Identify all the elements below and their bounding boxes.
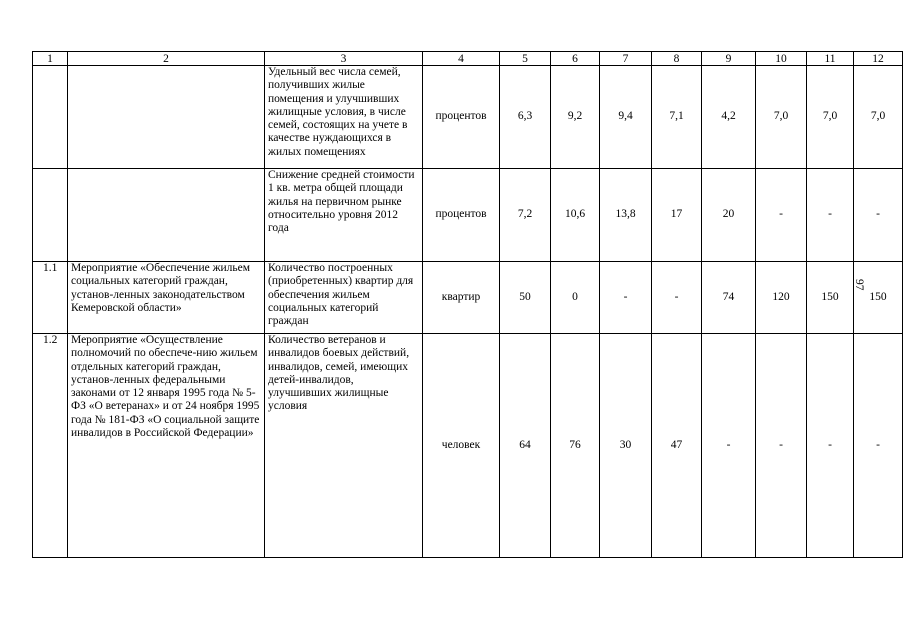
table-row [33, 66, 903, 169]
value-cell: - [756, 334, 807, 558]
column-number: 10 [756, 52, 807, 66]
table-row [33, 169, 903, 262]
value-cell: 74 [702, 262, 756, 334]
column-number: 6 [551, 52, 600, 66]
value-cell: 47 [652, 334, 702, 558]
event-cell [68, 169, 265, 262]
column-number: 9 [702, 52, 756, 66]
value-cell: 6,3 [500, 66, 551, 169]
row-number: 1.2 [33, 334, 68, 558]
event-cell: Мероприятие «Осуществление полномочий по обеспече-нию жильем отдельных категорий граждан, установ-ленных федеральными законами от 12 января 1995 года № 5-ФЗ «О ветеранах» и от 24 ноября 1995 года № 181-ФЗ «О социальной защите инвалидов в Российской Федерации» [68, 334, 265, 558]
column-number: 12 [854, 52, 903, 66]
value-cell: 120 [756, 262, 807, 334]
table-row [33, 334, 903, 558]
value-cell: - [807, 169, 854, 262]
row-number: 1.1 [33, 262, 68, 334]
event-cell [68, 66, 265, 169]
value-cell: - [756, 169, 807, 262]
value-cell: 9,4 [600, 66, 652, 169]
value-cell: 150 [807, 262, 854, 334]
column-number: 5 [500, 52, 551, 66]
value-cell: - [652, 262, 702, 334]
value-cell: 7,0 [807, 66, 854, 169]
event-cell: Мероприятие «Обеспечение жильем социальных категорий граждан, установ-ленных законодательством Кемеровской области» [68, 262, 265, 334]
indicator-cell: Количество построенных (приобретенных) квартир для обеспечения жильем социальных категорий граждан [265, 262, 423, 334]
value-cell: 0 [551, 262, 600, 334]
column-number-row [33, 52, 903, 66]
unit-cell: процентов [423, 169, 500, 262]
unit-cell: человек [423, 334, 500, 558]
table-row [33, 262, 903, 334]
value-cell: 7,0 [854, 66, 903, 169]
page-number: 97 [853, 279, 865, 291]
value-cell: 30 [600, 334, 652, 558]
column-number: 7 [600, 52, 652, 66]
column-number: 2 [68, 52, 265, 66]
column-number: 3 [265, 52, 423, 66]
value-cell: 4,2 [702, 66, 756, 169]
value-cell: 64 [500, 334, 551, 558]
value-cell: - [854, 334, 903, 558]
value-cell: 20 [702, 169, 756, 262]
row-number [33, 169, 68, 262]
indicator-cell: Удельный вес числа семей, получивших жилые помещения и улучшивших жилищные условия, в числе семей, состоящих на учете в качестве нуждающихся в жилых помещениях [265, 66, 423, 169]
value-cell: 76 [551, 334, 600, 558]
unit-cell: процентов [423, 66, 500, 169]
column-number: 1 [33, 52, 68, 66]
indicator-cell: Снижение средней стоимости 1 кв. метра общей площади жилья на первичном рынке относительно уровня 2012 года [265, 169, 423, 262]
value-cell: 50 [500, 262, 551, 334]
value-cell: 17 [652, 169, 702, 262]
value-cell: - [702, 334, 756, 558]
value-cell: 7,2 [500, 169, 551, 262]
indicators-table [32, 51, 903, 558]
value-cell: - [854, 169, 903, 262]
row-number [33, 66, 68, 169]
column-number: 11 [807, 52, 854, 66]
indicator-cell: Количество ветеранов и инвалидов боевых действий, инвалидов, семей, имеющих детей-инвалидов, улучшивших жилищные условия [265, 334, 423, 558]
value-cell: - [807, 334, 854, 558]
column-number: 4 [423, 52, 500, 66]
value-cell: 150 [854, 262, 903, 334]
unit-cell: квартир [423, 262, 500, 334]
value-cell: 13,8 [600, 169, 652, 262]
column-number: 8 [652, 52, 702, 66]
value-cell: 10,6 [551, 169, 600, 262]
value-cell: 7,1 [652, 66, 702, 169]
value-cell: 9,2 [551, 66, 600, 169]
value-cell: - [600, 262, 652, 334]
value-cell: 7,0 [756, 66, 807, 169]
